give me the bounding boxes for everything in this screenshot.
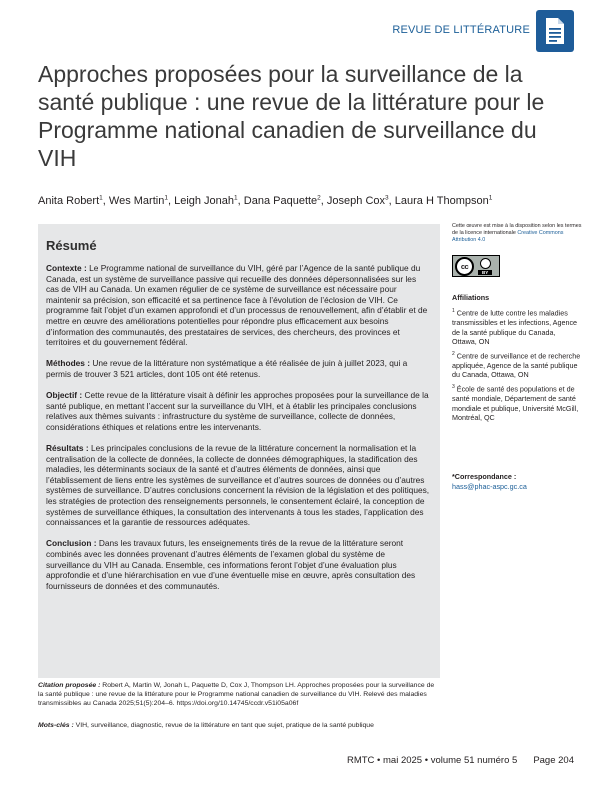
author: Wes Martin$^1$,	[108, 194, 175, 207]
abstract-objective: Objectif : Cette revue de la littérature visait à définir les approches proposées pour la surveillance de la santé publique, en mettant l’accent sur la surveillance du VIH, et à établir les principales conclusions relatives aux thèmes suivants : infrastructure du système de surveillance, collecte de données, considérations éthiques et relations entre les intervenants.	[46, 390, 429, 432]
cc-icon: cc	[455, 257, 474, 276]
abstract-results: Résultats : Les principales conclusions de la revue de la littérature concernent la normalisation et la centralisation de la collecte de données, la collecte de données démographiques, la stadification des maladies, les déterminants sociaux de la santé et d’autres éléments de données, ainsi que l’établissement de liens entre les systèmes de surveillance et d’autres sources de données ou d’autres systèmes de surveillance. D’autres conclusions concernent la révision de la législation et des politiques, les stratégies de protection des renseignements personnels, le consentement éclairé, la conception de systèmes de surveillance éthiques, la consultation des intervenants à tous les stades, l’application des connaissances et la garantie de ressources adéquates.	[46, 443, 430, 528]
author: Anita Robert$^1$,	[38, 194, 109, 207]
page-footer	[347, 755, 574, 766]
affiliation-item: $^1$ Centre de lutte contre les maladies transmissibles et les infections, Agence de la santé publique du Canada, Ottawa, ON	[452, 308, 578, 347]
suggested-citation: Citation proposée : Robert A, Martin W, Jonah L, Paquette D, Cox J, Thompson LH. Approches proposées pour la surveillance de la santé publique : une revue de la littérature pour le Programme national canadien de surveillance du VIH. Relevé des maladies transmissibles au Canada 2025;51(5):204–6. https://doi.org/10.14745/ccdr.v51i05a06f	[38, 682, 435, 708]
author: Laura H Thompson$^1$	[394, 194, 493, 207]
correspondence: *Correspondance : hass@phac-aspc.gc.ca	[452, 472, 582, 491]
affiliation-item: $^3$ École de santé des populations et de santé mondiale, Département de santé mondiale et publique, Université McGill, Montréal, QC	[452, 383, 579, 423]
author: Joseph Cox$^3$,	[326, 194, 395, 207]
abstract-methods: Méthodes : Une revue de la littérature non systématique a été réalisée de juin à juillet 2023, qui a permis de trouver 3 521 articles, dont 105 ont été retenus.	[46, 358, 408, 379]
author-list	[38, 194, 578, 207]
abstract-context: Contexte : Le Programme national de surveillance du VIH, géré par l’Agence de la santé publique du Canada, est un système de surveillance passive qui recueille des données dépersonnalisées sur les cas de VIH au Canada. Un examen régulier de ce système de surveillance est nécessaire pour maintenir sa précision, son efficacité et sa pertinence face à l’évolution de l’éclosion de VIH. Ce programme fait l’objet d’un examen approfondi et d’un processus de renouvellement, afin d’établir et de mettre en œuvre des améliorations potentielles pour répondre plus efficacement aux besoins d’information des communautés, des prestataires de services, des chercheurs, des provinces et territoires et du gouvernement fédéral.	[46, 263, 428, 348]
attribution-icon	[480, 258, 491, 269]
cc-by-badge[interactable]: cc BY	[452, 255, 500, 277]
affiliations-list	[452, 307, 582, 426]
license-note: Cette œuvre est mise à la disposition selon les termes de la licence internationale Creative Commons Attribution 4.0	[452, 223, 582, 243]
journal-info: RMTC • mai 2025 • volume 51 numéro 5	[346, 755, 518, 766]
affiliations-heading: Affiliations	[452, 293, 490, 302]
document-icon	[536, 10, 574, 52]
license-link[interactable]: Creative Commons Attribution 4.0	[452, 229, 564, 243]
correspondence-email[interactable]: hass@phac-aspc.gc.ca	[452, 481, 527, 491]
author: Leigh Jonah$^1$,	[174, 194, 244, 207]
abstract-heading: Résumé	[46, 238, 97, 253]
author: Dana Paquette$^2$,	[243, 194, 327, 207]
keywords: Mots-clés : VIH, surveillance, diagnostic, revue de la littérature en tant que sujet, pratique de la santé publique	[38, 722, 374, 729]
abstract-box	[38, 224, 440, 678]
page-number: Page 204	[533, 755, 574, 766]
section-label: REVUE DE LITTÉRATURE	[392, 24, 530, 36]
article-title: Approches proposées pour la surveillance de la santé publique : une revue de la littérature pour le Programme national canadien de surveillance du VIH	[38, 61, 545, 171]
affiliation-item: $^2$ Centre de surveillance et de recherche appliquée, Agence de la santé publique du Canada, Ottawa, ON	[452, 350, 581, 380]
abstract-conclusion: Conclusion : Dans les travaux futurs, les enseignements tirés de la revue de la littérature seront combinés avec les données provenant d’autres éléments de l’examen global du système de surveillance du VIH au Canada. Ensemble, ces informations feront l’objet d’une évaluation plus approfondie et d’une hiérarchisation en vue d’une éventuelle mise en œuvre, après consultation des fournisseurs de données et des communautés.	[46, 538, 416, 591]
